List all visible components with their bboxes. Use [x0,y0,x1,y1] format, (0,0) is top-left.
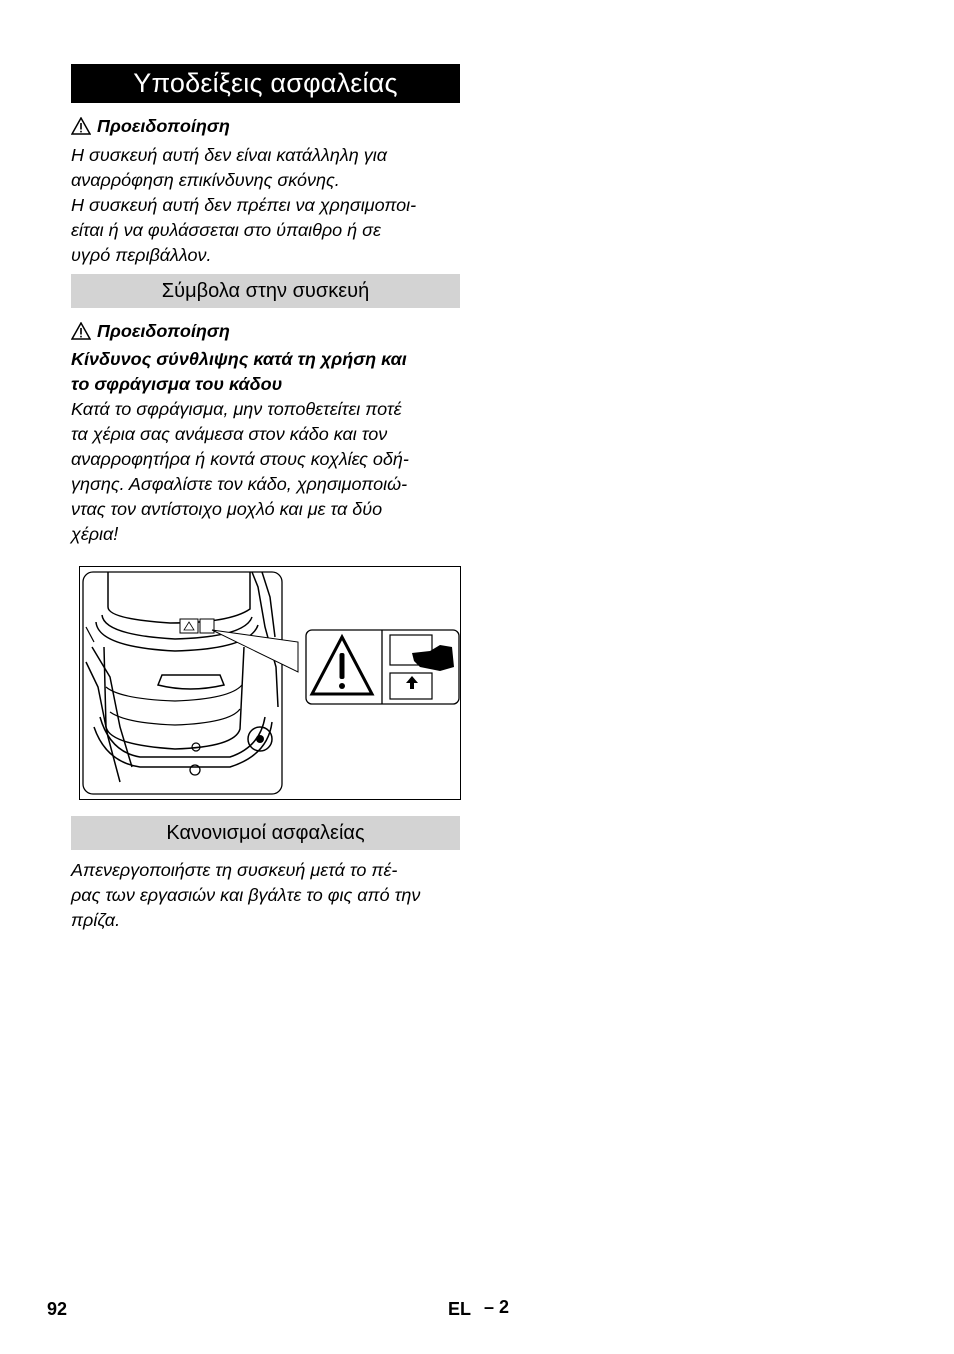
text-line: υγρό περιβάλλον. [71,245,212,265]
text-line: Η συσκευή αυτή δεν είναι κατάλληλη για [71,145,388,165]
text-line: το σφράγισμα του κάδου [71,374,283,394]
warning-triangle-icon [71,117,91,135]
section-heading-regulations: Κανονισμοί ασφαλείας [71,816,460,850]
text-line: γησης. Ασφαλίστε τον κάδο, χρησιμοποιώ- [71,474,408,494]
warning-text [71,143,466,268]
section-heading-symbols: Σύμβολα στην συσκευή [71,274,460,308]
text-line: ρας των εργασιών και βγάλτε το φις από την [71,885,421,905]
text-line: Η συσκευή αυτή δεν πρέπει να χρησιμοποι- [71,195,417,215]
hazard-title [71,347,466,397]
language-code: EL [448,1299,472,1319]
page-title: Υποδείξεις ασφαλείας [71,64,460,103]
regulation-text [71,858,466,933]
section-page-number: – 2 [484,1297,510,1317]
warning-heading [71,115,230,137]
warning-label: Προειδοποίηση [97,115,230,136]
text-line: ντας τον αντίστοιχο μοχλό και με τα δύο [71,499,383,519]
text-line: Κατά το σφράγισμα, μην τοποθετείτει ποτέ [71,399,402,419]
page-number: 92 [47,1299,68,1319]
hazard-text [71,397,466,547]
crush-hazard-symbol [306,630,459,704]
warning-heading [71,320,230,342]
text-line: τα χέρια σας ανάμεσα στον κάδο και τον [71,424,388,444]
device-illustration [79,566,461,800]
text-line: είται ή να φυλάσσεται στο ύπαιθρο ή σε [71,220,381,240]
warning-label: Προειδοποίηση [97,320,230,341]
text-line: Κίνδυνος σύνθλιψης κατά τη χρήση και [71,349,407,369]
warning-triangle-icon [71,322,91,340]
text-line: αναρρόφηση επικίνδυνης σκόνης. [71,170,340,190]
vacuum-tank-drawing [80,567,460,799]
text-line: αναρροφητήρα ή κοντά στους κοχλίες οδή- [71,449,409,469]
text-line: χέρια! [71,524,119,544]
text-line: Απενεργοποιήστε τη συσκευή μετά το πέ- [71,860,398,880]
text-line: πρίζα. [71,910,121,930]
